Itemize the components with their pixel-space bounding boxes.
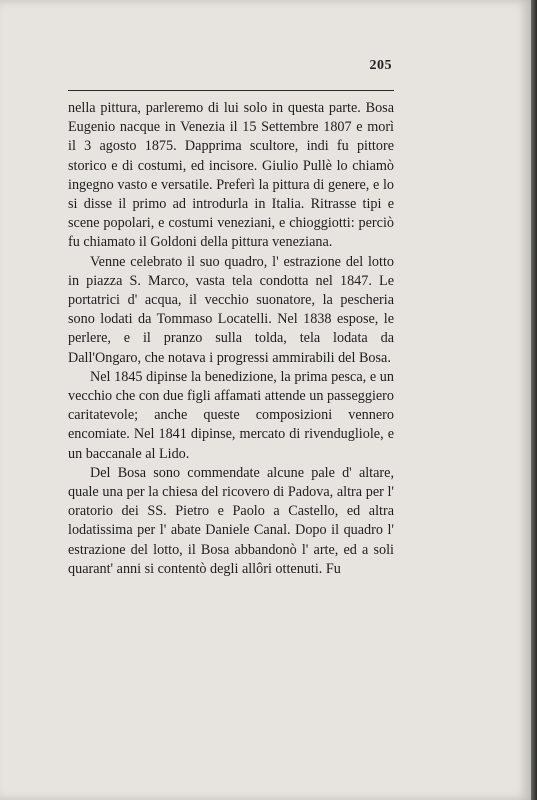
paragraph: nella pittura, parleremo di lui solo in questa parte. Bosa Eugenio nacque in Venezia il 15 Settembre 1807 e morì il 3 agosto 1875. Dapprima scultore, indi fu pittore storico e di costumi, ed incisore. Giulio Pullè lo chiamò ingegno vasto e versatile. Preferì la pittura di genere, e lo si disse il primo ad introdurla in Italia. Ritrasse tipi e scene popolari, e costumi veneziani, e chioggiotti: perciò fu chiamato il Goldoni della pittura veneziana. (68, 100, 394, 251)
page-header (68, 56, 394, 91)
page-number: 205 (369, 58, 392, 73)
page-body (68, 99, 394, 579)
paragraph: Del Bosa sono commendate alcune pale d' altare, quale una per la chiesa del ricovero di Padova, altra per l' oratorio dei SS. Pietro e Paolo a Castello, ed altra lodatissima per l' abate Daniele Canal. Dopo il quadro l' estrazione del lotto, il Bosa abbandonò l' arte, ed a soli quarant' anni si contentò degli allôri ottenuti. Fu (68, 464, 394, 577)
book-edge-shadow (531, 0, 537, 800)
paragraph: Nel 1845 dipinse la benedizione, la prima pesca, e un vecchio che con due figli affamati attende un passeggiero caritatevole; anche queste composizioni vennero encomiate. Nel 1841 dipinse, mercato di rivendugliole, e un baccanale al Lido. (68, 368, 394, 462)
paragraph: Venne celebrato il suo quadro, l' estrazione del lotto in piazza S. Marco, vasta tela condotta nel 1847. Le portatrici d' acqua, il vecchio suonatore, la pescheria sono lodati da Tommaso Locatelli. Nel 1838 espose, le perlere, e il pranzo sulla tolda, tela lodata da Dall'Ongaro, che notava i progressi ammirabili del Bosa. (68, 253, 394, 366)
